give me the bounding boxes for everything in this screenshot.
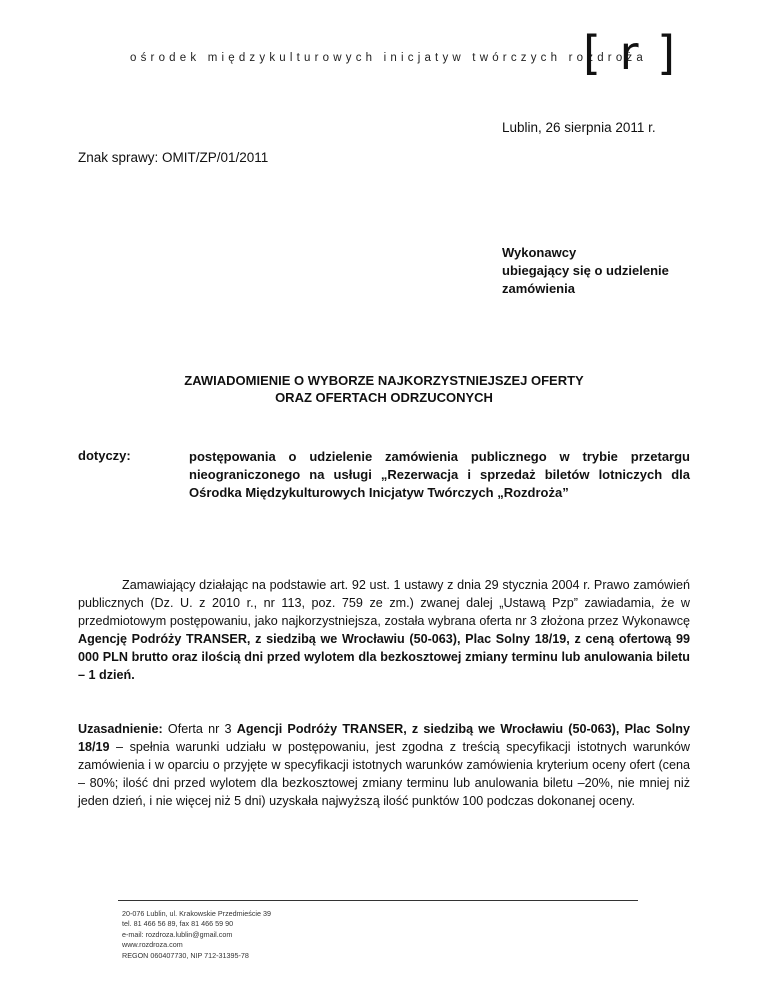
footer-website: www.rozdroza.com	[122, 940, 183, 950]
concerns-text: postępowania o udzielenie zamówienia publicznego w trybie przetargu nieograniczonego na usługi „Rezerwacja i sprzedaż biletów lotniczych dla Ośrodka Międzykulturowych Inicjatyw Twórczych „Rozdroża”	[189, 449, 690, 500]
title-line: ZAWIADOMIENIE O WYBORZE NAJKORZYSTNIEJSZEJ OFERTY	[184, 373, 584, 388]
recipient-line: zamówienia	[502, 281, 575, 296]
logo: [ r ]	[583, 26, 678, 80]
recipient-block	[502, 244, 722, 298]
footer-divider	[118, 900, 638, 901]
concerns-label: dotyczy:	[78, 448, 131, 463]
organization-name: ośrodek międzykulturowych inicjatyw twórczych rozdroża	[130, 52, 647, 64]
decision-paragraph	[78, 576, 690, 684]
date-line: Lublin, 26 sierpnia 2011 r.	[502, 120, 656, 135]
footer-contact	[122, 909, 271, 961]
paragraph-text: – spełnia warunki udziału w postępowaniu, jest zgodna z treścią specyfikacji istotnych warunków zamówienia i w oparciu o przyjęte w specyfikacji istotnych warunków zamówienia kryterium oceny ofert (cena – 80%; ilość dni przed wylotem dla bezkosztowej zmiany terminu lub anulowania biletu –20%, nie mniej niż jeden dzień, i nie więcej niż 5 dni) uzyskała najwyższą ilość punktów 100 podczas dokonanej oceny.	[78, 740, 690, 808]
justification-paragraph	[78, 720, 690, 810]
document-title	[78, 372, 690, 406]
paragraph-bold-text: Agencji Podróży TRANSER, z siedzibą we Wrocławiu (50-063), Plac Solny 18/19	[78, 722, 690, 754]
paragraph-text: Zamawiający działając na podstawie art. 92 ust. 1 ustawy z dnia 29 stycznia 2004 r. Prawo zamówień publicznych (Dz. U. z 2010 r., nr 113, poz. 759 ze zm.) zwanej dalej „Ustawą Pzp” zawiadamia, że w przedmiotowym postępowaniu, jako najkorzystniejsza, została wybrana oferta nr 3 złożona przez Wykonawcę	[78, 578, 690, 628]
recipient-line: Wykonawcy	[502, 245, 577, 260]
footer-address: 20-076 Lublin, ul. Krakowskie Przedmieście 39	[122, 909, 272, 918]
footer-regon: REGON 060407730, NIP 712-31395-78	[122, 950, 249, 960]
recipient-line: ubiegający się o udzielenie	[502, 263, 669, 278]
justification-label: Uzasadnienie:	[78, 722, 163, 736]
case-reference: Znak sprawy: OMIT/ZP/01/2011	[78, 150, 269, 165]
paragraph-bold-text: Agencję Podróży TRANSER, z siedzibą we Wrocławiu (50-063), Plac Solny 18/19, z ceną ofertową 99 000 PLN brutto oraz ilością dni przed wylotem dla bezkosztowej zmiany terminu lub anulowania biletu – 1 dzień.	[78, 632, 690, 682]
title-line: ORAZ OFERTACH ODRZUCONYCH	[275, 390, 493, 405]
footer-email: e-mail: rozdroza.lublin@gmail.com	[122, 929, 233, 939]
paragraph-text: Oferta nr 3	[162, 722, 237, 736]
footer-phone: tel. 81 466 56 89, fax 81 466 59 90	[122, 919, 234, 929]
